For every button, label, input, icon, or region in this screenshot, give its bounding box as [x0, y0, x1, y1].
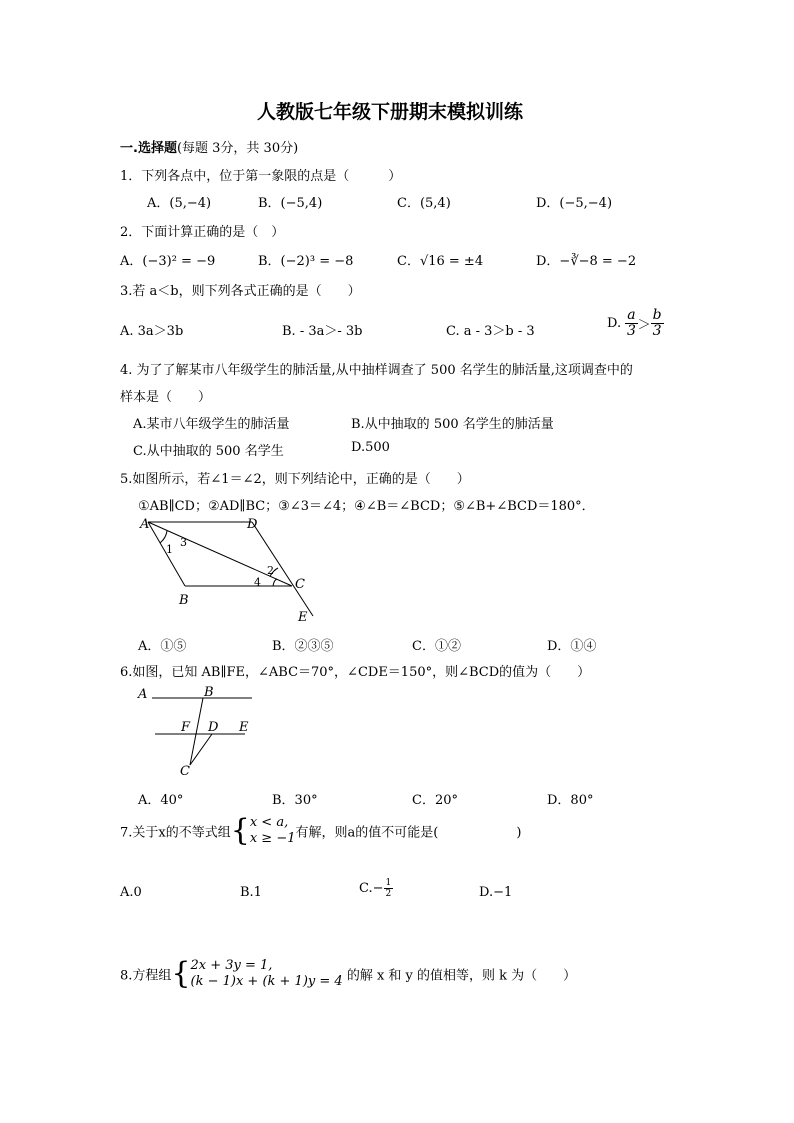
- q6-figure: [130, 681, 270, 781]
- q6-line-bc: [190, 698, 203, 765]
- q8-stem-pre: 8.方程组: [120, 968, 172, 984]
- q7-stem-pre: 7.关于x的不等式组: [120, 825, 231, 841]
- q7-c-den: 2: [385, 889, 392, 899]
- q4-stem-line2: 样本是（ ）: [120, 390, 212, 405]
- q4-option-b: B.从中抽取的 500 名学生的肺活量: [351, 417, 554, 432]
- q5-label-angle2: 2: [267, 564, 274, 577]
- q1-stem: 1．下列各点中，位于第一象限的点是（ ）: [120, 169, 402, 184]
- q6-option-c: C．20°: [412, 793, 458, 808]
- q6-label-d: D: [208, 720, 219, 735]
- q3-d-left-num: a: [627, 307, 636, 323]
- q1-option-c: C．(5,4): [397, 196, 451, 211]
- q4-stem-line1: 4. 为了了解某市八年级学生的肺活量,从中抽样调查了 500 名学生的肺活量,这项调查中的: [120, 363, 633, 378]
- q1-option-d: D．(−5,−4): [536, 196, 613, 211]
- q3-d-left-fraction: [625, 308, 637, 339]
- q5-conclusions: ①AB∥CD；②AD∥BC；③∠3＝∠4；④∠B＝∠BCD；⑤∠B+∠BCD＝180°．: [138, 499, 595, 514]
- q7-option-b: B.1: [240, 885, 262, 900]
- section-score-note: (每题 3分，共 30分): [176, 141, 299, 156]
- q2-option-d: D．−∛−8 = −2: [536, 254, 637, 269]
- q4-option-d: D.500: [351, 440, 390, 455]
- q7-c-num: 1: [385, 878, 392, 888]
- q6-label-c: C: [180, 764, 190, 779]
- q6-option-a: A．40°: [138, 793, 184, 808]
- q3-d-left-den: 3: [626, 323, 636, 339]
- q1-option-a: A．(5,−4): [147, 196, 212, 211]
- q6-label-b: B: [204, 685, 214, 700]
- q7-option-c: [359, 878, 393, 899]
- section-heading: [120, 137, 298, 156]
- q7-brace: {: [230, 813, 250, 848]
- q7-stem-post: 有解，则a的值不可能是( ): [295, 825, 522, 841]
- section-label: 一.选择题: [120, 141, 177, 156]
- q3-d-operator: ＞: [637, 318, 651, 333]
- q5-label-angle3: 3: [180, 536, 187, 549]
- q3-d-right-fraction: [651, 308, 664, 339]
- q8-stem-post: 的解 x 和 y 的值相等，则 k 为（ ）: [346, 968, 577, 984]
- q3-option-d: [607, 308, 664, 339]
- q7-system-line2: x ≥ −1: [249, 831, 296, 846]
- q7-option-a: A.0: [120, 885, 142, 900]
- q4-option-c: C.从中抽取的 500 名学生: [133, 444, 284, 459]
- q5-label-a: A: [140, 517, 150, 532]
- q5-label-b: B: [179, 593, 189, 608]
- q5-stem: 5.如图所示，若∠1＝∠2，则下列结论中，正确的是（ ）: [120, 472, 470, 487]
- q7-system-line1: x < a,: [249, 815, 289, 830]
- q5-label-c: C: [295, 577, 305, 592]
- q6-stem: 6.如图，已知 AB∥FE，∠ABC＝70°，∠CDE＝150°，则∠BCD的值为（ ）: [120, 665, 591, 680]
- q8-stem: [120, 958, 576, 990]
- q3-stem: 3.若 a＜b，则下列各式正确的是（ ）: [120, 284, 361, 299]
- q2-option-a: A．(−3)² = −9: [120, 254, 216, 269]
- q5-angle-arc-1: [160, 531, 167, 543]
- q6-label-a: A: [138, 687, 148, 702]
- q8-system-line2: (k − 1)x + (k + 1)y = 4: [190, 974, 343, 989]
- q6-option-b: B．30°: [272, 793, 318, 808]
- page-title: 人教版七年级下册期末模拟训练: [257, 101, 524, 123]
- q2-option-c: C．√16 = ±4: [397, 254, 484, 269]
- q5-option-d: D．①④: [547, 639, 597, 654]
- q3-d-right-den: 3: [652, 323, 662, 339]
- q5-option-b: B．②③⑤: [272, 639, 334, 654]
- q4-option-a: A.某市八年级学生的肺活量: [133, 417, 290, 432]
- q3-option-a: A. 3a＞3b: [120, 324, 184, 339]
- q3-option-b: B. - 3a＞- 3b: [282, 324, 363, 339]
- q5-angle-arc-4: [273, 579, 277, 586]
- q7-option-d: D.−1: [479, 885, 513, 900]
- q5-figure: [130, 512, 330, 628]
- q7-system: [250, 815, 296, 847]
- q2-stem: 2．下面计算正确的是（ ）: [120, 225, 285, 240]
- q3-option-d-label: D.: [607, 316, 622, 331]
- q5-label-angle1: 1: [166, 543, 173, 556]
- q7-c-fraction: [384, 878, 394, 899]
- q5-line-de: [252, 522, 313, 616]
- q1-option-b: B．(−5,4): [258, 196, 323, 211]
- q3-option-c: C. a - 3＞b - 3: [446, 324, 535, 339]
- q3-d-right-num: b: [652, 307, 662, 323]
- q7-option-c-label: C.−: [359, 881, 384, 896]
- q8-system: [191, 958, 343, 990]
- q5-label-d: D: [247, 517, 258, 532]
- q8-brace: {: [171, 956, 191, 991]
- q5-label-e: E: [298, 610, 308, 625]
- q5-option-a: A．①⑤: [138, 639, 187, 654]
- q6-option-d: D．80°: [547, 793, 594, 808]
- q5-label-angle4: 4: [254, 576, 261, 589]
- q8-system-line1: 2x + 3y = 1,: [190, 958, 273, 973]
- q6-label-f: F: [181, 720, 191, 735]
- q2-option-b: B．(−2)³ = −8: [258, 254, 354, 269]
- q7-stem: [120, 815, 521, 847]
- q6-label-e: E: [239, 720, 249, 735]
- q5-option-c: C．①②: [412, 639, 461, 654]
